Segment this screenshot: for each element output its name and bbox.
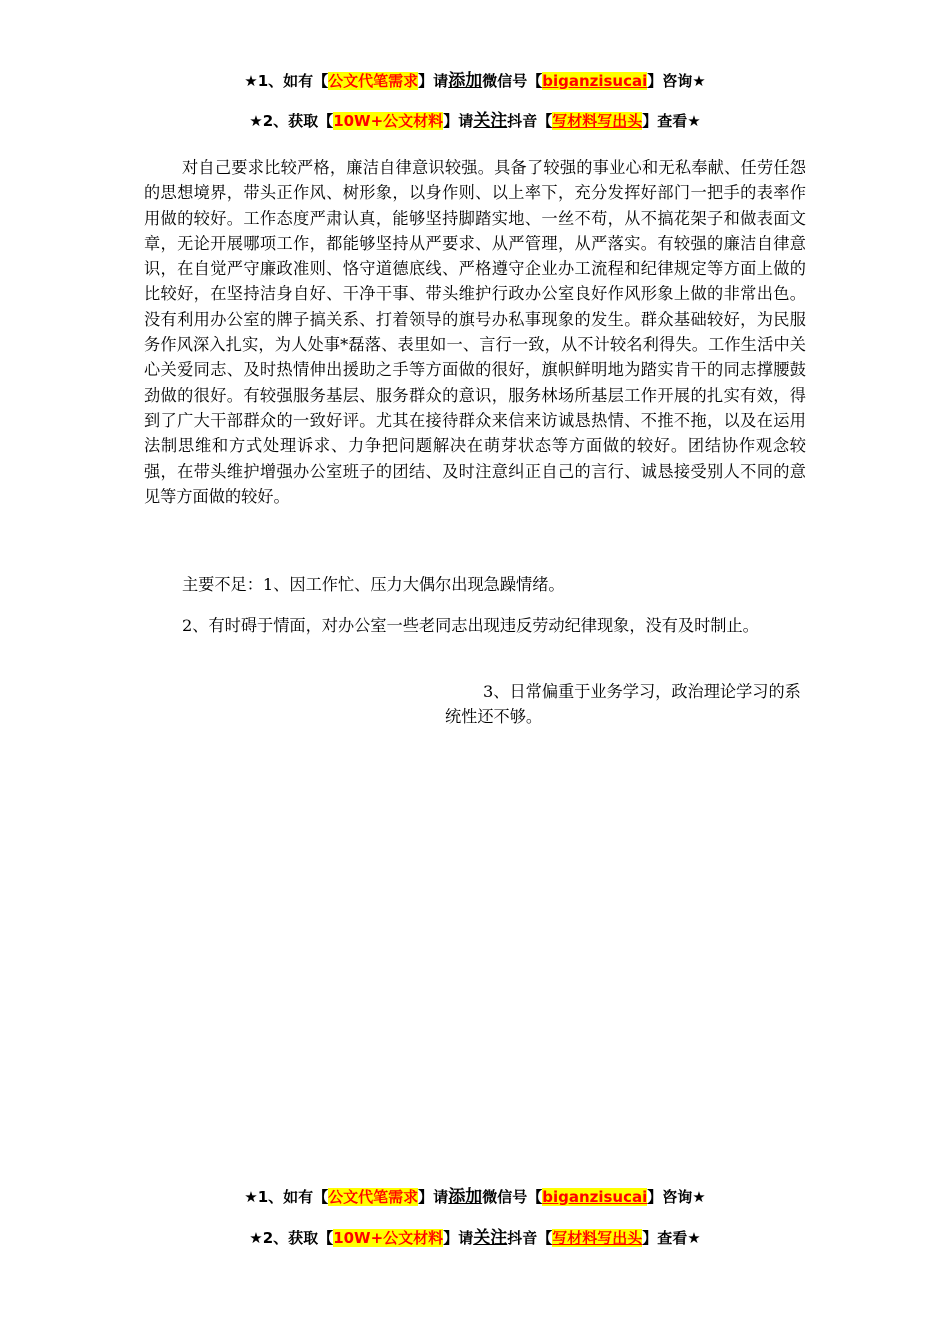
header-line1-mid2: 微信号【 (482, 72, 543, 90)
header-line1-emphasis: 添加 (448, 71, 483, 91)
footer-ad-line-1 (0, 1187, 950, 1207)
footer-line1-prefix: ★1、如有【 (244, 1188, 329, 1206)
header-line1-highlight-service: 公文代笔需求 (328, 72, 419, 90)
paragraph-shortcomings-intro: 主要不足：1、因工作忙、压力大偶尔出现急躁情绪。 (182, 575, 565, 594)
footer-line2-mid1: 】请 (443, 1229, 474, 1247)
footer-line2-prefix: ★2、获取【 (249, 1229, 334, 1247)
header-line1-suffix: 】咨询★ (647, 72, 706, 90)
header-ad-line-1 (0, 71, 950, 91)
header-line2-suffix: 】查看★ (642, 112, 701, 130)
header-line1-mid1: 】请 (418, 72, 449, 90)
header-line2-mid2: 抖音【 (507, 112, 553, 130)
footer-line1-emphasis: 添加 (448, 1187, 483, 1207)
footer-line2-suffix: 】查看★ (642, 1229, 701, 1247)
paragraph-shortcoming-2: 2、有时碍于情面，对办公室一些老同志出现违反劳动纪律现象，没有及时制止。 (182, 616, 759, 635)
footer-line1-highlight-service: 公文代笔需求 (328, 1188, 419, 1206)
header-line1-prefix: ★1、如有【 (244, 72, 329, 90)
header-line2-emphasis: 关注 (473, 111, 508, 131)
header-line1-wechat-id: biganzisucai (542, 72, 648, 90)
footer-line1-mid1: 】请 (418, 1188, 449, 1206)
footer-line2-douyin-account: 写材料写出头 (552, 1229, 643, 1247)
footer-ad-line-2 (0, 1228, 950, 1248)
header-line2-highlight-materials: 10W+公文材料 (333, 112, 444, 130)
header-line2-mid1: 】请 (443, 112, 474, 130)
header-line2-douyin-account: 写材料写出头 (552, 112, 643, 130)
header-line2-prefix: ★2、获取【 (249, 112, 334, 130)
footer-line2-highlight-materials: 10W+公文材料 (333, 1229, 444, 1247)
paragraph-self-assessment: 对自己要求比较严格，廉洁自律意识较强。具备了较强的事业心和无私奉献、任劳任怨的思想境界，带头正作风、树形象，以身作则、以上率下，充分发挥好部门一把手的表率作用做的较好。工作态度严肃认真，能够坚持脚踏实地、一丝不苟，从不搞花架子和做表面文章，无论开展哪项工作，都能够坚持从严要求、从严管理，从严落实。有较强的廉洁自律意识，在自觉严守廉政准则、恪守道德底线、严格遵守企业办工流程和纪律规定等方面上做的比较好，在坚持洁身自好、干净干事、带头维护行政办公室良好作风形象上做的非常出色。没有利用办公室的牌子搞关系、打着领导的旗号办私事现象的发生。群众基础较好，为民服务作风深入扎实，为人处事*磊落、表里如一、言行一致，从不计较名利得失。工作生活中关心关爱同志、及时热情伸出援助之手等方面做的很好，旗帜鲜明地为踏实肯干的同志撑腰鼓劲做的很好。有较强服务基层、服务群众的意识，服务林场所基层工作开展的扎实有效，得到了广大干部群众的一致好评。尤其在接待群众来信来访诚恳热情、不推不拖，以及在运用法制思维和方式处理诉求、力争把问题解决在萌芽状态等方面做的较好。团结协作观念较强，在带头维护增强办公室班子的团结、及时注意纠正自己的言行、诚恳接受别人不同的意见等方面做的较好。 (144, 158, 806, 506)
footer-line2-mid2: 抖音【 (507, 1229, 553, 1247)
footer-line1-suffix: 】咨询★ (647, 1188, 706, 1206)
footer-line2-emphasis: 关注 (473, 1228, 508, 1248)
footer-line1-wechat-id: biganzisucai (542, 1188, 648, 1206)
paragraph-shortcoming-3: 3、日常偏重于业务学习，政治理论学习的系统性还不够。 (445, 682, 801, 727)
footer-line1-mid2: 微信号【 (482, 1188, 543, 1206)
header-ad-line-2 (0, 111, 950, 131)
